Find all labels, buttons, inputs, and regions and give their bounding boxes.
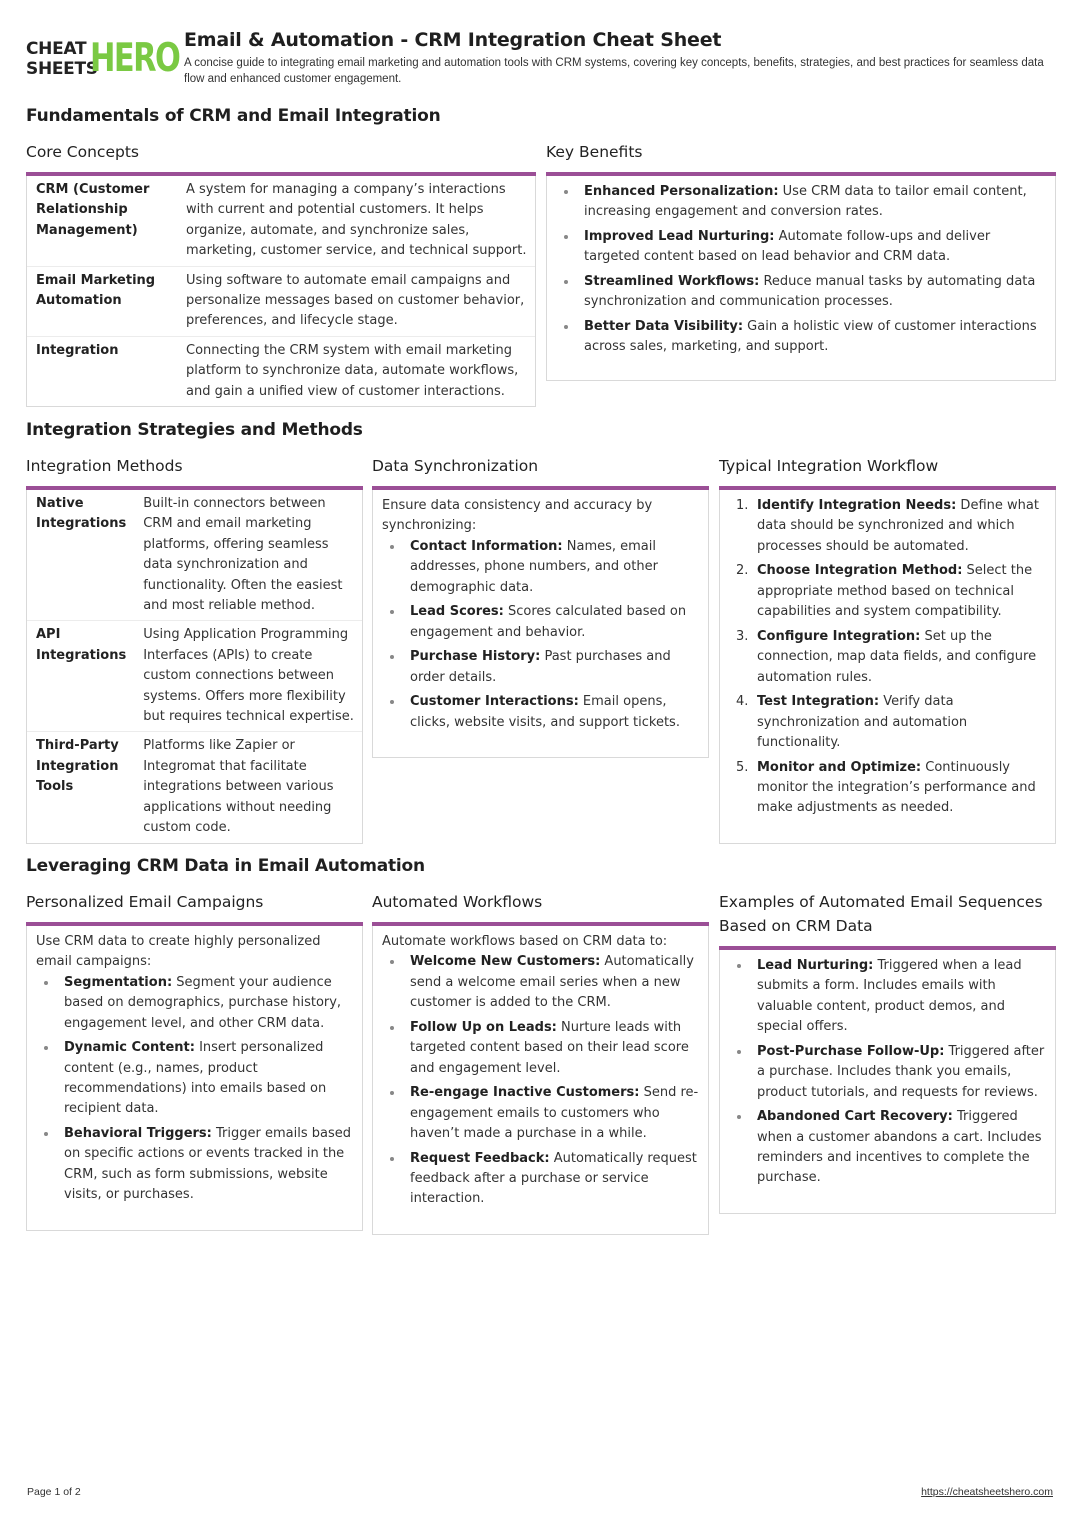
- item-label: Lead Scores:: [410, 604, 504, 620]
- item-label: Behavioral Triggers:: [64, 1126, 212, 1142]
- item-text: Triggered after a purchase. Includes thank you emails, product tutorials, and requests for reviews.: [757, 1043, 1045, 1100]
- table-row: [27, 732, 362, 843]
- section-title-leveraging: Leveraging CRM Data in Email Automation: [26, 856, 425, 876]
- page-number: Page 1 of 2: [27, 1486, 81, 1498]
- card-body: [26, 490, 363, 844]
- item-text: Scores calculated based on engagement and behavior.: [410, 604, 687, 640]
- list-item: [385, 602, 700, 643]
- card-intro: Ensure data consistency and accuracy by synchronizing:: [382, 498, 653, 534]
- email-sequences-card: [719, 890, 1056, 1214]
- integration-methods-table: [27, 490, 362, 843]
- personalized-campaigns-list: [27, 973, 362, 1218]
- row-definition: Using software to automate email campaigns and personalize messages based on customer behavior, preferences, and lifecycle stage.: [177, 266, 535, 336]
- list-item: [39, 1038, 354, 1120]
- page-header: [26, 28, 1056, 88]
- row-term: Native Integrations: [27, 490, 134, 621]
- card-title: Key Benefits: [546, 140, 1056, 176]
- table-row: [27, 490, 362, 621]
- item-text: Verify data synchronization and automation functionality.: [757, 694, 968, 751]
- card-title: Integration Methods: [26, 454, 363, 490]
- row-definition: Using Application Programming Interfaces (APIs) to create custom connections between systems. Offers more flexibility but requires technical expertise.: [134, 621, 362, 732]
- row-term: API Integrations: [27, 621, 134, 732]
- list-item: [732, 758, 1047, 819]
- item-text: Automate follow-ups and deliver targeted content based on lead behavior and CRM data.: [584, 229, 991, 265]
- card-title: Personalized Email Campaigns: [26, 890, 363, 926]
- item-text: Nurture leads with targeted content based on their lead score and engagement level.: [410, 1019, 689, 1076]
- list-item: [385, 537, 700, 598]
- item-label: Monitor and Optimize:: [757, 759, 922, 775]
- table-row: [27, 621, 362, 732]
- item-label: Contact Information:: [410, 538, 563, 554]
- row-definition: Built-in connectors between CRM and email marketing platforms, offering seamless data synchronization and functionality. Often the easiest and most reliable method.: [134, 490, 362, 621]
- item-text: Reduce manual tasks by automating data synchronization and communication processes.: [584, 274, 1036, 310]
- step-number: 4.: [736, 694, 749, 710]
- item-text: Triggered when a lead submits a form. Includes emails with valuable content, product demos, and special offers.: [757, 958, 1022, 1035]
- page-description: A concise guide to integrating email marketing and automation tools with CRM systems, covering key concepts, benefits, strategies, and best practices for seamless data flow and enhanced customer engagement.: [184, 57, 1044, 85]
- list-item: [732, 561, 1047, 622]
- item-label: Segmentation:: [64, 974, 173, 990]
- card-title: Data Synchronization: [372, 454, 709, 490]
- page-title: Email & Automation - CRM Integration Cheat Sheet: [184, 29, 722, 51]
- list-item: [385, 647, 700, 688]
- data-sync-list: [373, 537, 708, 745]
- logo-text-sheets: SHEETS: [26, 59, 98, 79]
- card-body: [26, 926, 363, 1231]
- list-item: [385, 1018, 700, 1079]
- step-number: 2.: [736, 563, 749, 579]
- list-item: [559, 272, 1047, 313]
- list-item: [732, 1107, 1047, 1189]
- workflow-steps-list: [720, 490, 1055, 831]
- list-item: [732, 1042, 1047, 1103]
- row-definition: Platforms like Zapier or Integromat that facilitate integrations between various applications without needing custom code.: [143, 738, 334, 836]
- logo-text-cheat: CHEAT: [26, 39, 87, 59]
- logo-text-hero: HERO: [90, 36, 180, 81]
- workflow-card: [719, 454, 1056, 844]
- item-text: Triggered when a customer abandons a cart. Includes reminders and incentives to complete the purchase.: [757, 1109, 1042, 1186]
- list-item: [732, 627, 1047, 688]
- item-label: Re-engage Inactive Customers:: [410, 1085, 640, 1101]
- item-text: Gain a holistic view of customer interactions across sales, marketing, and support.: [584, 319, 1037, 355]
- item-label: Enhanced Personalization:: [584, 184, 779, 199]
- card-body: [719, 950, 1056, 1214]
- item-label: Welcome New Customers:: [410, 954, 601, 970]
- item-label: Follow Up on Leads:: [410, 1019, 557, 1035]
- card-body: [26, 176, 536, 407]
- item-text: Set up the connection, map data fields, and configure automation rules.: [757, 628, 1037, 685]
- step-number: 3.: [736, 628, 749, 644]
- item-text: Use CRM data to tailor email content, increasing engagement and conversion rates.: [584, 184, 1027, 220]
- list-item: [39, 1124, 354, 1206]
- item-text: Trigger emails based on specific actions or events tracked in the CRM, such as form submissions, website visits, or purchases.: [64, 1126, 351, 1203]
- list-item: [559, 227, 1047, 268]
- item-text: Define what data should be synchronized and which processes should be automated.: [757, 498, 1039, 554]
- item-label: Abandoned Cart Recovery:: [757, 1109, 953, 1125]
- list-item: [385, 1149, 700, 1210]
- personalized-campaigns-card: [26, 890, 363, 1231]
- item-label: Improved Lead Nurturing:: [584, 229, 775, 244]
- row-definition: Connecting the CRM system with email marketing platform to synchronize data, automate workflows, and gain a unified view of customer interactions.: [186, 342, 519, 399]
- row-definition: A system for managing a company’s interactions with current and potential customers. It helps organize, automate, and synchronize sales, marketing, customer service, and technical support.: [177, 176, 535, 266]
- section-title-fundamentals: Fundamentals of CRM and Email Integration: [26, 106, 441, 126]
- automated-workflows-list: [373, 952, 708, 1222]
- email-sequences-list: [720, 950, 1055, 1201]
- item-text: Automatically send a welcome email series when a new customer is added to the CRM.: [410, 954, 694, 1011]
- item-label: Better Data Visibility:: [584, 319, 744, 334]
- card-title: Typical Integration Workflow: [719, 454, 1056, 490]
- list-item: [732, 496, 1047, 557]
- card-body: [546, 176, 1056, 381]
- cheatsheetshero-logo[interactable]: [26, 36, 180, 81]
- item-text: Continuously monitor the integration’s performance and make adjustments as needed.: [757, 759, 1036, 816]
- card-body: [372, 490, 709, 758]
- item-label: Purchase History:: [410, 649, 541, 665]
- item-text: Past purchases and order details.: [410, 649, 671, 685]
- item-text: Send re-engagement emails to customers who haven’t made a purchase in a while.: [410, 1085, 699, 1142]
- item-text: Select the appropriate method based on technical capabilities and system compatibility.: [757, 563, 1033, 620]
- item-label: Request Feedback:: [410, 1150, 550, 1166]
- step-number: 1.: [736, 498, 749, 513]
- item-text: Insert personalized content (e.g., names, product recommendations) into emails based on recipient data.: [64, 1040, 327, 1117]
- list-item: [385, 952, 700, 1013]
- item-text: Segment your audience based on demographics, purchase history, engagement level, and other CRM data.: [64, 974, 342, 1031]
- item-text: Automatically request feedback after a purchase or service interaction.: [410, 1150, 697, 1207]
- card-body: [719, 490, 1056, 844]
- data-sync-card: [372, 454, 709, 758]
- item-label: Dynamic Content:: [64, 1040, 195, 1056]
- list-item: [732, 692, 1047, 753]
- list-item: [559, 182, 1047, 223]
- automated-workflows-card: [372, 890, 709, 1235]
- site-link[interactable]: https://cheatsheetshero.com: [921, 1486, 1053, 1498]
- list-item: [559, 317, 1047, 358]
- integration-methods-card: [26, 454, 363, 844]
- card-title: Automated Workflows: [372, 890, 709, 926]
- list-item: [39, 973, 354, 1034]
- row-term: CRM (Customer Relationship Management): [27, 176, 177, 266]
- item-text: Names, email addresses, phone numbers, and other demographic data.: [410, 538, 658, 595]
- step-number: 5.: [736, 759, 749, 775]
- item-label: Choose Integration Method:: [757, 563, 963, 579]
- item-label: Customer Interactions:: [410, 694, 579, 710]
- item-label: Lead Nurturing:: [757, 958, 874, 973]
- key-benefits-card: [546, 140, 1056, 381]
- list-item: [385, 692, 700, 733]
- card-title: Core Concepts: [26, 140, 536, 176]
- row-term: Integration: [36, 342, 119, 358]
- item-label: Configure Integration:: [757, 628, 921, 644]
- card-intro: Automate workflows based on CRM data to:: [382, 934, 668, 949]
- core-concepts-table: [27, 176, 535, 406]
- card-intro: Use CRM data to create highly personalized email campaigns:: [36, 934, 321, 970]
- core-concepts-card: [26, 140, 536, 407]
- key-benefits-list: [547, 176, 1055, 370]
- table-row: [27, 266, 535, 336]
- item-text: Email opens, clicks, website visits, and support tickets.: [410, 694, 680, 730]
- list-item: [385, 1083, 700, 1144]
- table-row: [27, 176, 535, 266]
- section-title-strategies: Integration Strategies and Methods: [26, 420, 363, 440]
- item-label: Post-Purchase Follow-Up:: [757, 1043, 945, 1059]
- card-body: [372, 926, 709, 1235]
- item-label: Streamlined Workflows:: [584, 274, 760, 289]
- item-label: Identify Integration Needs:: [757, 498, 957, 513]
- list-item: [732, 956, 1047, 1038]
- row-term: Third-Party Integration Tools: [36, 738, 119, 795]
- item-label: Test Integration:: [757, 694, 880, 710]
- card-title: Examples of Automated Email Sequences Based on CRM Data: [719, 890, 1056, 950]
- table-row: [27, 336, 535, 406]
- row-term: Email Marketing Automation: [27, 266, 177, 336]
